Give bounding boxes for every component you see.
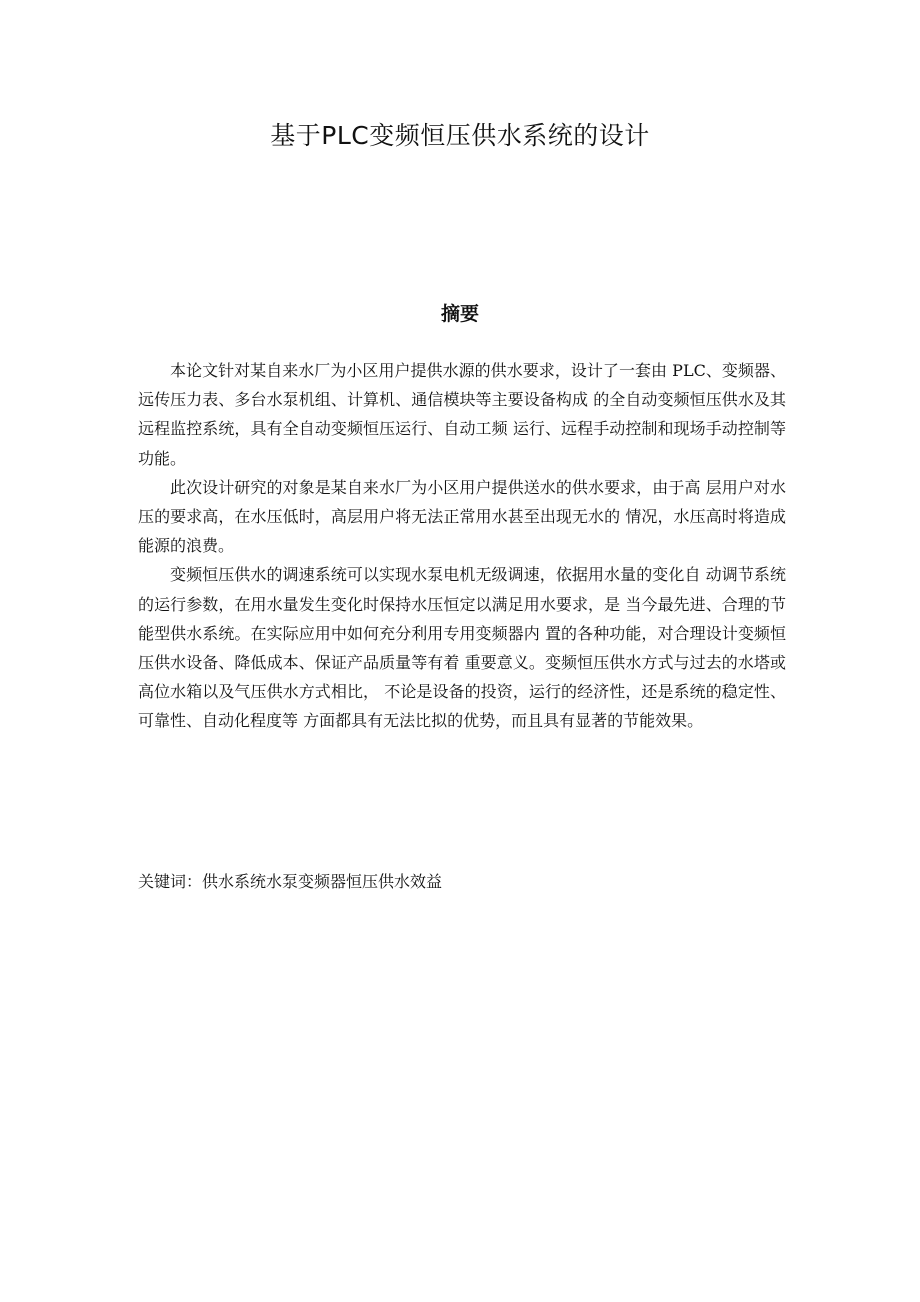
abstract-paragraph-1: 本论文针对某自来水厂为小区用户提供水源的供水要求，设计了一套由 PLC、变频器、远传压力表、多台水泵机组、计算机、通信模块等主要设备构成 的全自动变频恒压供水及其远程监控系统，具有全自动变频恒压运行、自动工频 运行、远程手动控制和现场手动控制等功能。: [138, 361, 786, 468]
keywords-line: 关键词：供水系统水泵变频器恒压供水效益: [138, 872, 443, 891]
abstract-paragraph-2: 此次设计研究的对象是某自来水厂为小区用户提供送水的供水要求，由于高 层用户对水压的要求高，在水压低时，高层用户将无法正常用水甚至出现无水的 情况，水压高时将造成能源的浪费。: [138, 477, 786, 556]
abstract-paragraph-3: 变频恒压供水的调速系统可以实现水泵电机无级调速，依据用水量的变化自 动调节系统的运行参数，在用水量发生变化时保持水压恒定以满足用水要求，是 当今最先进、合理的节能型供水系统。在实际应用中如何充分利用专用变频器内 置的各种功能，对合理设计变频恒压供水设备、降低成本、保证产品质量等有着 重要意义。变频恒压供水方式与过去的水塔或高位水箱以及气压供水方式相比， 不论是设备的投资，运行的经济性，还是系统的稳定性、可靠性、自动化程度等 方面都具有无法比拟的优势，而且具有显著的节能效果。: [138, 565, 786, 731]
abstract-heading: 摘要: [440, 303, 479, 325]
abstract-body: [138, 356, 786, 736]
document-title: 基于PLC变频恒压供水系统的设计: [270, 121, 650, 150]
